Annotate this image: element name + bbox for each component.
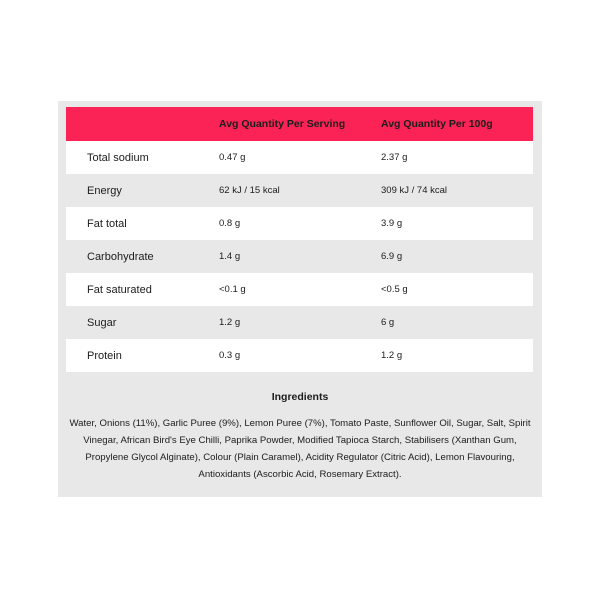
per-serving-value: 62 kJ / 15 kcal — [219, 185, 280, 196]
per-100g-value: 1.2 g — [381, 350, 403, 361]
ingredients-title: Ingredients — [271, 391, 329, 403]
nutrition-table — [66, 107, 533, 372]
table-row-energy — [66, 174, 533, 207]
nutrient-name: Sugar — [87, 316, 117, 329]
table-row-carbohydrate — [66, 240, 533, 273]
table-row-fat-saturated — [66, 273, 533, 306]
per-100g-value: 6.9 g — [381, 251, 403, 262]
per-100g-value: 6 g — [381, 317, 395, 328]
per-serving-value: <0.1 g — [219, 284, 246, 295]
table-row-protein — [66, 339, 533, 372]
nutrient-name: Carbohydrate — [87, 250, 154, 263]
table-row-total-sodium — [66, 141, 533, 174]
per-serving-value: 1.4 g — [219, 251, 241, 262]
per-100g-value: <0.5 g — [381, 284, 408, 295]
table-row-sugar — [66, 306, 533, 339]
nutrient-name: Protein — [87, 349, 122, 362]
per-serving-value: 0.8 g — [219, 218, 241, 229]
table-header-row — [66, 107, 533, 141]
nutrient-name: Energy — [87, 184, 122, 197]
per-serving-value: 1.2 g — [219, 317, 241, 328]
per-100g-value: 309 kJ / 74 kcal — [381, 185, 448, 196]
header-per-serving: Avg Quantity Per Serving — [219, 118, 346, 130]
nutrient-name: Fat saturated — [87, 283, 152, 296]
ingredients-text: Water, Onions (11%), Garlic Puree (9%), Lemon Puree (7%), Tomato Paste, Sunflower Oil, Sugar, Salt, Spirit Vinegar, African Bird's Eye Chilli, Paprika Powder, Modified Tapioca Starch, Stabilisers (Xanthan Gum, Propylene Glycol Alginate), Colour (Plain Caramel), Acidity Regulator (Citric Acid), Lemon Flavouring, Antioxidants (Ascorbic Acid, Rosemary Extract). — [69, 418, 531, 480]
table-row-fat-total — [66, 207, 533, 240]
per-serving-value: 0.3 g — [219, 350, 241, 361]
header-per-100g: Avg Quantity Per 100g — [381, 118, 493, 130]
per-serving-value: 0.47 g — [219, 152, 246, 163]
per-100g-value: 3.9 g — [381, 218, 403, 229]
nutrient-name: Fat total — [87, 217, 127, 230]
nutrient-name: Total sodium — [87, 151, 149, 164]
nutrition-panel — [58, 101, 542, 497]
per-100g-value: 2.37 g — [381, 152, 408, 163]
